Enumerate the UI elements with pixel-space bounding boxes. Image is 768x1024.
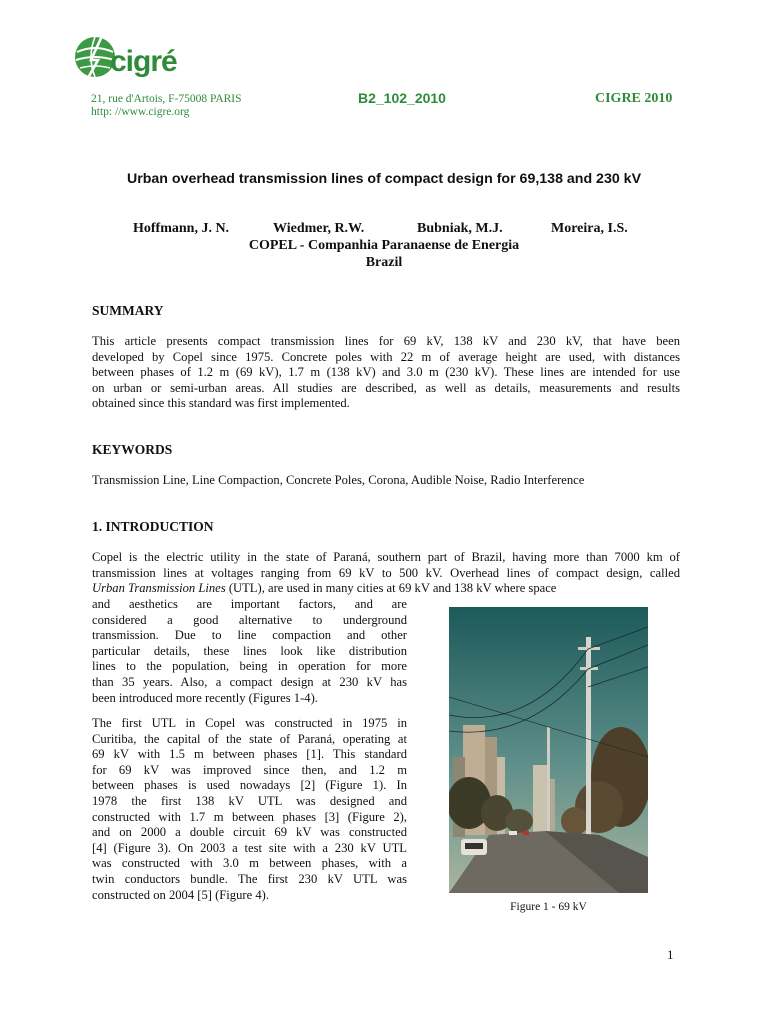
conference-name: CIGRE 2010: [595, 91, 673, 106]
website-link[interactable]: http: //www.cigre.org: [91, 106, 190, 118]
keywords-text: Transmission Line, Line Compaction, Concrete Poles, Corona, Audible Noise, Radio Interference: [92, 473, 585, 487]
summary-paragraph: [92, 334, 680, 412]
intro-line: The first UTL in Copel was constructed in 1975 in: [92, 716, 407, 730]
paper-code: B2_102_2010: [358, 90, 446, 106]
affiliation: COPEL - Companhia Paranaense de Energia: [248, 238, 520, 253]
intro-line: transmission lines at voltages ranging from 69 kV to 500 kV. Overhead lines of compact design, called: [92, 565, 680, 580]
intro-line: Curitiba, the capital of the state of Paraná, operating at: [92, 731, 407, 746]
author-3: Bubniak, M.J.: [417, 221, 503, 236]
intro-line: particular details, these lines look like distribution: [92, 643, 407, 658]
intro-line: been introduced more recently (Figures 1-4).: [92, 690, 318, 705]
intro-full-width-lines: [92, 550, 680, 597]
intro-line: than 35 years. Also, a compact design at 230 kV has: [92, 674, 407, 689]
introduction-heading: 1. INTRODUCTION: [92, 519, 214, 534]
intro-line: considered a good alternative to underground: [92, 612, 407, 627]
intro-line: and on 2000 a double circuit 69 kV was constructed: [92, 825, 407, 840]
intro-line: was constructed with 3.0 m between phases, with a: [92, 856, 407, 871]
address-line: 21, rue d'Artois, F-75008 PARIS: [91, 93, 242, 105]
summary-line: developed by Copel since 1975. Concrete poles with 22 m of average height are used, with distances: [92, 349, 680, 364]
cigre-logo-text: cigré: [110, 45, 177, 78]
paper-title: Urban overhead transmission lines of compact design for 69,138 and 230 kV: [126, 171, 642, 187]
intro-paragraph-1: [92, 597, 407, 706]
intro-line: [4] (Figure 3). On 2003 a test site with a 230 kV UTL: [92, 840, 407, 855]
intro-paragraph-2: [92, 716, 407, 903]
intro-line: twin conductors bundle. The first 230 kV UTL was: [92, 871, 407, 886]
intro-line: between phases is used nowadays [2] (Figure 1). In: [92, 778, 407, 793]
author-1: Hoffmann, J. N.: [133, 221, 230, 236]
page-number: 1: [667, 947, 674, 962]
summary-line: obtained since this standard was first implemented.: [92, 396, 350, 411]
intro-line: 69 kV with 1.5 m between phases [1]. This standard: [92, 747, 407, 762]
summary-line: on urban or semi-urban areas. All studies are described, as well as details, measurements and results: [92, 380, 680, 395]
intro-line: and aesthetics are important factors, and are: [92, 597, 407, 611]
intro-line: constructed with 1.7 m between phases [3] (Figure 2),: [92, 809, 407, 824]
figure-1-caption: Figure 1 - 69 kV: [510, 901, 587, 913]
intro-line: [92, 581, 680, 597]
utl-term: Urban Transmission Lines: [92, 581, 226, 596]
country: Brazil: [365, 255, 403, 270]
summary-heading: SUMMARY: [92, 303, 164, 318]
intro-line: 1978 the first 138 kV UTL was designed and: [92, 793, 407, 808]
intro-line: Copel is the electric utility in the state of Paraná, southern part of Brazil, having more than 7000 km of: [92, 550, 680, 564]
author-4: Moreira, I.S.: [551, 221, 628, 236]
intro-line: for 69 kV was improved since then, and 1.2 m: [92, 762, 407, 777]
utl-rest: (UTL), are used in many cities at 69 kV and 138 kV where space: [225, 581, 557, 596]
summary-line: This article presents compact transmission lines for 69 kV, 138 kV and 230 kV, that have been: [92, 334, 680, 348]
author-2: Wiedmer, R.W.: [273, 221, 365, 236]
keywords-heading: KEYWORDS: [92, 442, 173, 457]
intro-line: transmission. Due to line compaction and other: [92, 628, 407, 643]
summary-line: between phases of 1.2 m (69 kV), 1.7 m (138 kV) and 3.0 m (230 kV). These lines are intended for use: [92, 365, 680, 380]
figure-1-photo: [449, 607, 648, 893]
intro-line: lines to the population, being in operation for more: [92, 659, 407, 674]
intro-line: constructed on 2004 [5] (Figure 4).: [92, 887, 269, 902]
